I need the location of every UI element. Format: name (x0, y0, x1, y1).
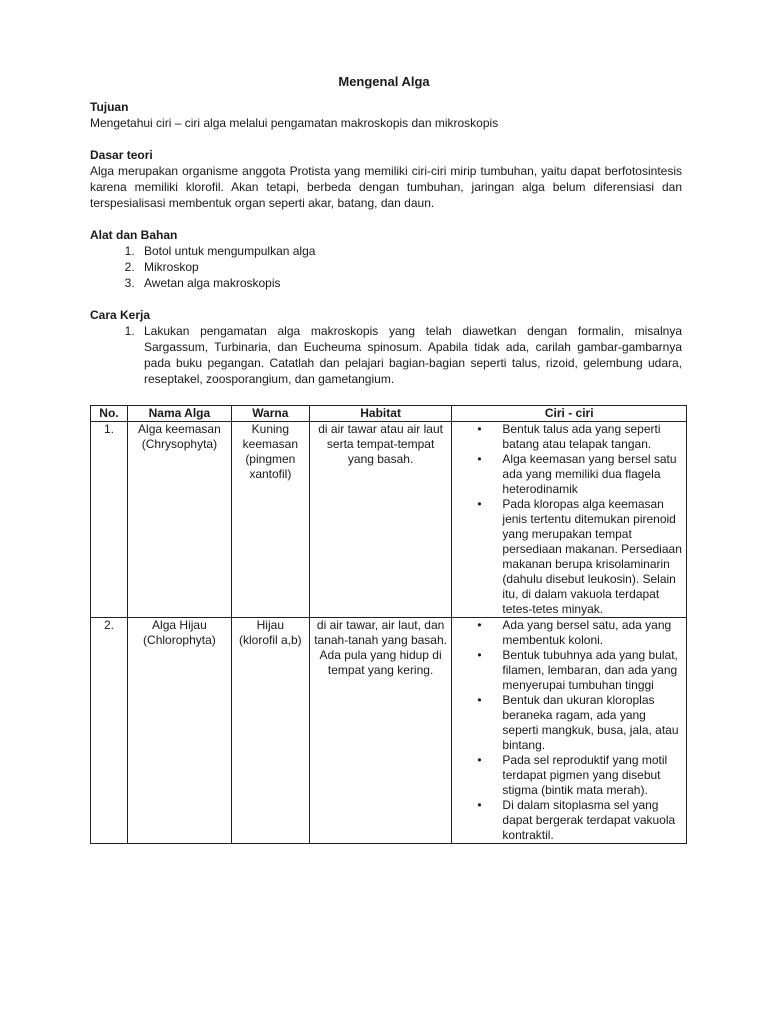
list-item: • Alga keemasan yang bersel satu ada yang memiliki dua flagela heterodinamik (502, 452, 682, 497)
document-body (90, 99, 682, 387)
table-row (91, 618, 687, 844)
cara-kerja-list (90, 323, 682, 387)
list-item: 1. Lakukan pengamatan alga makroskopis yang telah diawetkan dengan formalin, misalnya Sargassum, Turbinaria, dan Eucheuma spinosum. Apabila tidak ada, carilah gambar-gambarnya pada buku pegangan. Catatlah dan pelajari bagian-bagian seperti talus, rizoid, gelembung udara, reseptakel, zoosporangium, dan gametangium. (138, 323, 682, 387)
page-title: Mengenal Alga (338, 74, 430, 89)
header-no: No. (91, 406, 128, 422)
list-item: 2. Mikroskop (138, 259, 682, 275)
alat-bahan-list (90, 243, 682, 291)
cell-nama: Alga Hijau (Chlorophyta) (127, 618, 231, 844)
list-item: • Bentuk talus ada yang seperti batang atau telapak tangan. (502, 422, 682, 452)
tujuan-text: Mengetahui ciri – ciri alga melalui pengamatan makroskopis dan mikroskopis (90, 116, 499, 130)
dasar-teori-text: Alga merupakan organisme anggota Protista yang memiliki ciri-ciri mirip tumbuhan, yaitu dapat berfotosintesis karena memiliki klorofil. Akan tetapi, berbeda dengan tumbuhan, jaringan alga belum diferensiasi dan terspesialisasi membentuk organ seperti akar, batang, dan daun. (90, 164, 682, 210)
ciri-list (456, 618, 682, 843)
list-item: • Bentuk dan ukuran kloroplas beraneka ragam, ada yang seperti mangkuk, busa, jala, atau bintang. (502, 693, 682, 753)
tujuan-heading: Tujuan (90, 100, 129, 114)
cell-nama: Alga keemasan (Chrysophyta) (127, 422, 231, 618)
alat-bahan-heading: Alat dan Bahan (90, 228, 178, 242)
cell-no: 1. (91, 422, 128, 618)
table-row (91, 422, 687, 618)
ciri-list (456, 422, 682, 617)
list-item: • Bentuk tubuhnya ada yang bulat, filamen, lembaran, dan ada yang menyerupai tumbuhan tinggi (502, 648, 682, 693)
cell-warna: Kuning keemasan (pingmen xantofil) (231, 422, 309, 618)
header-habitat: Habitat (309, 406, 452, 422)
table-header-row (91, 406, 687, 422)
cell-habitat: di air tawar atau air laut serta tempat-tempat yang basah. (309, 422, 452, 618)
list-item: • Ada yang bersel satu, ada yang membentuk koloni. (502, 618, 682, 648)
header-warna: Warna (231, 406, 309, 422)
list-item: • Pada sel reproduktif yang motil terdapat pigmen yang disebut stigma (bintik mata merah). (502, 753, 682, 798)
cara-kerja-heading: Cara Kerja (90, 308, 151, 322)
header-ciri: Ciri - ciri (452, 406, 687, 422)
list-item: • Di dalam sitoplasma sel yang dapat bergerak terdapat vakuola kontraktil. (502, 798, 682, 843)
cell-ciri (452, 422, 687, 618)
list-item: 3. Awetan alga makroskopis (138, 275, 682, 291)
list-item: • Pada kloropas alga keemasan jenis tertentu ditemukan pirenoid yang merupakan tempat persediaan makanan. Persediaan makanan berupa krisolaminarin (dahulu disebut leukosin). Selain itu, di dalam vakuola terdapat tetes-tetes minyak. (502, 497, 682, 617)
list-item: 1. Botol untuk mengumpulkan alga (138, 243, 682, 259)
dasar-teori-heading: Dasar teori (90, 148, 153, 162)
header-nama: Nama Alga (127, 406, 231, 422)
cell-ciri (452, 618, 687, 844)
alga-table (90, 405, 687, 844)
cell-habitat: di air tawar, air laut, dan tanah-tanah yang basah. Ada pula yang hidup di tempat yang kering. (309, 618, 452, 844)
cell-warna: Hijau (klorofil a,b) (231, 618, 309, 844)
cell-no: 2. (91, 618, 128, 844)
